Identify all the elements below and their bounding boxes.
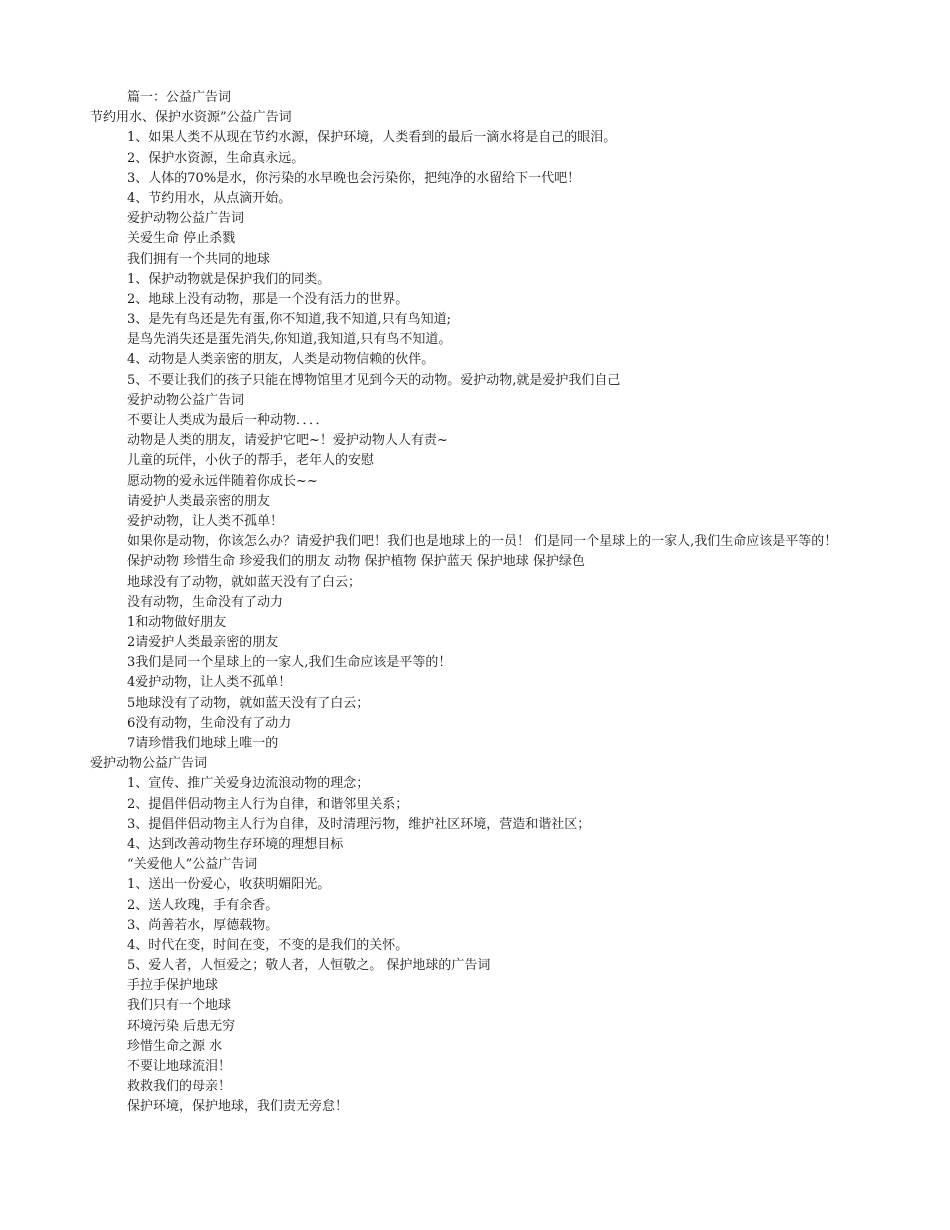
text-line: 我们拥有一个共同的地球 <box>127 251 271 267</box>
text-line: 保护环境，保护地球，我们责无旁怠！ <box>127 1099 349 1115</box>
text-line: 4、时代在变，时间在变，不变的是我们的关怀。 <box>127 937 409 953</box>
text-line: 篇一：公益广告词 <box>127 90 232 105</box>
text-line: “关爱他人”公益广告词 <box>127 857 258 873</box>
text-line: 6没有动物，生命没有了动力 <box>127 715 292 731</box>
text-line: 不要让人类成为最后一种动物．．．． <box>127 413 329 428</box>
text-line: 1、如果人类不从现在节约水源，保护环境，人类看到的最后一滴水将是自己的眼泪。 <box>127 130 617 146</box>
text-line: 如果你是动物，你该怎么办？请爱护我们吧！我们也是地球上的一员！ 们是同一个星球上的一家人,我们生命应该是平等的！ <box>127 534 838 550</box>
text-line: 5地球没有了动物，就如蓝天没有了白云； <box>127 695 370 711</box>
text-line: 珍惜生命之源 水 <box>127 1038 223 1054</box>
text-line: 4、动物是人类亲密的朋友，人类是动物信赖的伙伴。 <box>127 352 435 368</box>
text-line: 3、尚善若水，厚德载物。 <box>127 917 279 933</box>
text-line: 不要让地球流泪！ <box>127 1059 232 1075</box>
text-line: 4爱护动物，让人类不孤单！ <box>127 675 292 691</box>
text-line: 动物是人类的朋友，请爱护它吧~！爱护动物人人有责~ <box>127 433 448 449</box>
text-line: 是鸟先消失还是蛋先消失,你知道,我知道,只有鸟不知道。 <box>127 332 452 348</box>
text-line: 2、地球上没有动物，那是一个没有活力的世界。 <box>127 291 409 307</box>
text-line: 2、保护水资源，生命真永远。 <box>127 150 305 166</box>
text-line: 愿动物的爱永远伴随着你成长~~ <box>127 473 318 489</box>
text-line: 2、提倡伴侣动物主人行为自律，和谐邻里关系； <box>127 796 409 812</box>
text-line: 环境污染 后患无穷 <box>127 1018 236 1034</box>
text-line: 1和动物做好朋友 <box>127 614 227 630</box>
text-line: 2请爱护人类最亲密的朋友 <box>127 635 279 651</box>
text-line: 我们只有一个地球 <box>127 998 232 1014</box>
text-line: 7请珍惜我们地球上唯一的 <box>127 736 279 752</box>
text-line: 手拉手保护地球 <box>127 978 219 994</box>
text-line: 1、宣传、推广关爱身边流浪动物的理念； <box>127 776 370 792</box>
document-body <box>90 88 862 1118</box>
text-line: 爱护动物公益广告词 <box>127 211 245 227</box>
text-line: 地球没有了动物，就如蓝天没有了白云； <box>127 574 362 590</box>
text-line: 3、提倡伴侣动物主人行为自律，及时清理污物，维护社区环境，营造和谐社区； <box>127 816 591 832</box>
text-line: 1、送出一份爱心，收获明媚阳光。 <box>127 877 331 893</box>
text-line: 4、达到改善动物生存环境的理想目标 <box>127 836 344 852</box>
text-line: 没有动物，生命没有了动力 <box>127 594 284 610</box>
text-line: 关爱生命 停止杀戮 <box>127 231 236 247</box>
text-line: 3、是先有鸟还是先有蛋,你不知道,我不知道,只有鸟知道; <box>127 312 452 328</box>
text-line: 爱护动物，让人类不孤单！ <box>127 513 284 529</box>
text-line: 1、保护动物就是保护我们的同类。 <box>127 271 331 287</box>
text-line: 救救我们的母亲！ <box>127 1079 232 1095</box>
text-line: 5、爱人者，人恒爱之；敬人者，人恒敬之。 保护地球的广告词 <box>127 958 491 974</box>
text-line: 请爱护人类最亲密的朋友 <box>127 493 271 509</box>
text-line: 5、不要让我们的孩子只能在博物馆里才见到今天的动物。爱护动物,就是爱护我们自己 <box>127 372 621 388</box>
text-line: 4、节约用水，从点滴开始。 <box>127 190 292 206</box>
text-line: 3我们是同一个星球上的一家人,我们生命应该是平等的！ <box>127 655 452 671</box>
text-line: 2、送人玫瑰，手有余香。 <box>127 897 279 913</box>
text-line: 3、人体的70%是水，你污染的水早晚也会污染你，把纯净的水留给下一代吧！ <box>127 170 581 186</box>
text-line: 节约用水、保护水资源”公益广告词 <box>90 110 292 126</box>
text-line: 儿童的玩伴，小伙子的帮手，老年人的安慰 <box>127 453 375 469</box>
text-line: 爱护动物公益广告词 <box>90 756 208 772</box>
text-line: 爱护动物公益广告词 <box>127 392 245 408</box>
text-line: 保护动物 珍惜生命 珍爱我们的朋友 动物 保护植物 保护蓝天 保护地球 保护绿色 <box>127 554 585 570</box>
